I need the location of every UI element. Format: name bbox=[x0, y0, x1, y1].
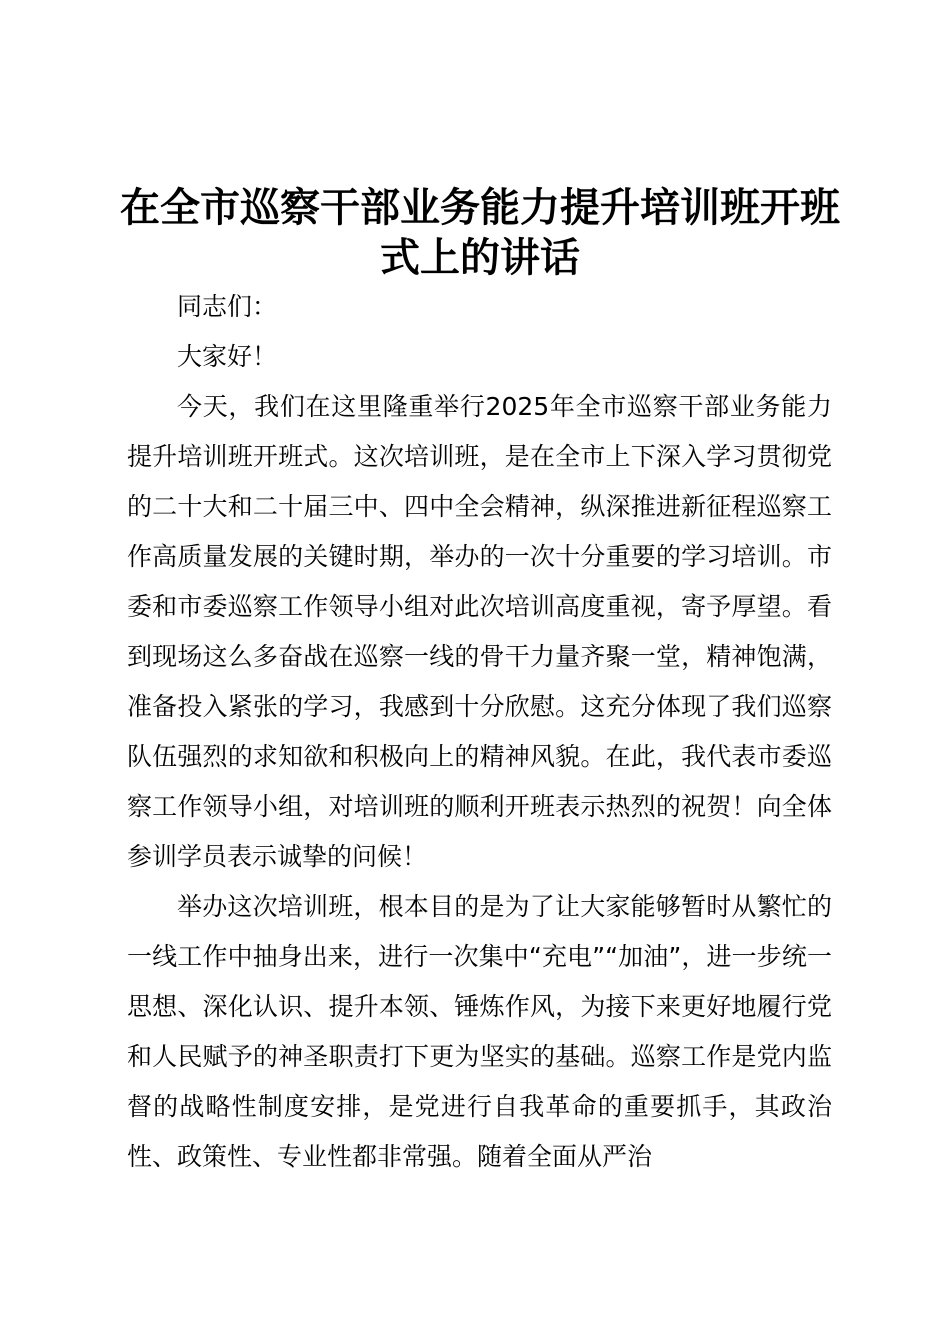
body-paragraph: 今天，我们在这里隆重举行2025年全市巡察干部业务能力提升培训班开班式。这次培训班，是在全市上下深入学习贯彻党的二十大和二十届三中、四中全会精神，纵深推进新征程巡察工作高质量发展的关键时期，举办的一次十分重要的学习培训。市委和市委巡察工作领导小组对此次培训高度重视，寄予厚望。看到现场这么多奋战在巡察一线的骨干力量齐聚一堂，精神饱满，准备投入紧张的学习，我感到十分欣慰。这充分体现了我们巡察队伍强烈的求知欲和积极向上的精神风貌。在此，我代表市委巡察工作领导小组，对培训班的顺利开班表示热烈的祝贺！向全体参训学员表示诚挚的问候！ bbox=[127, 392, 832, 871]
body-paragraph: 举办这次培训班，根本目的是为了让大家能够暂时从繁忙的一线工作中抽身出来，进行一次集中“充电”“加油”，进一步统一思想、深化认识、提升本领、锤炼作风，为接下来更好地履行党和人民赋予的神圣职责打下更为坚实的基础。巡察工作是党内监督的战略性制度安排，是党进行自我革命的重要抓手，其政治性、政策性、专业性都非常强。随着全面从严治 bbox=[127, 892, 832, 1171]
salutation: 同志们： bbox=[177, 292, 278, 321]
document-body bbox=[127, 282, 832, 1182]
document-title: 在全市巡察干部业务能力提升培训班开班式上的讲话 bbox=[120, 185, 840, 281]
greeting: 大家好！ bbox=[177, 342, 278, 371]
